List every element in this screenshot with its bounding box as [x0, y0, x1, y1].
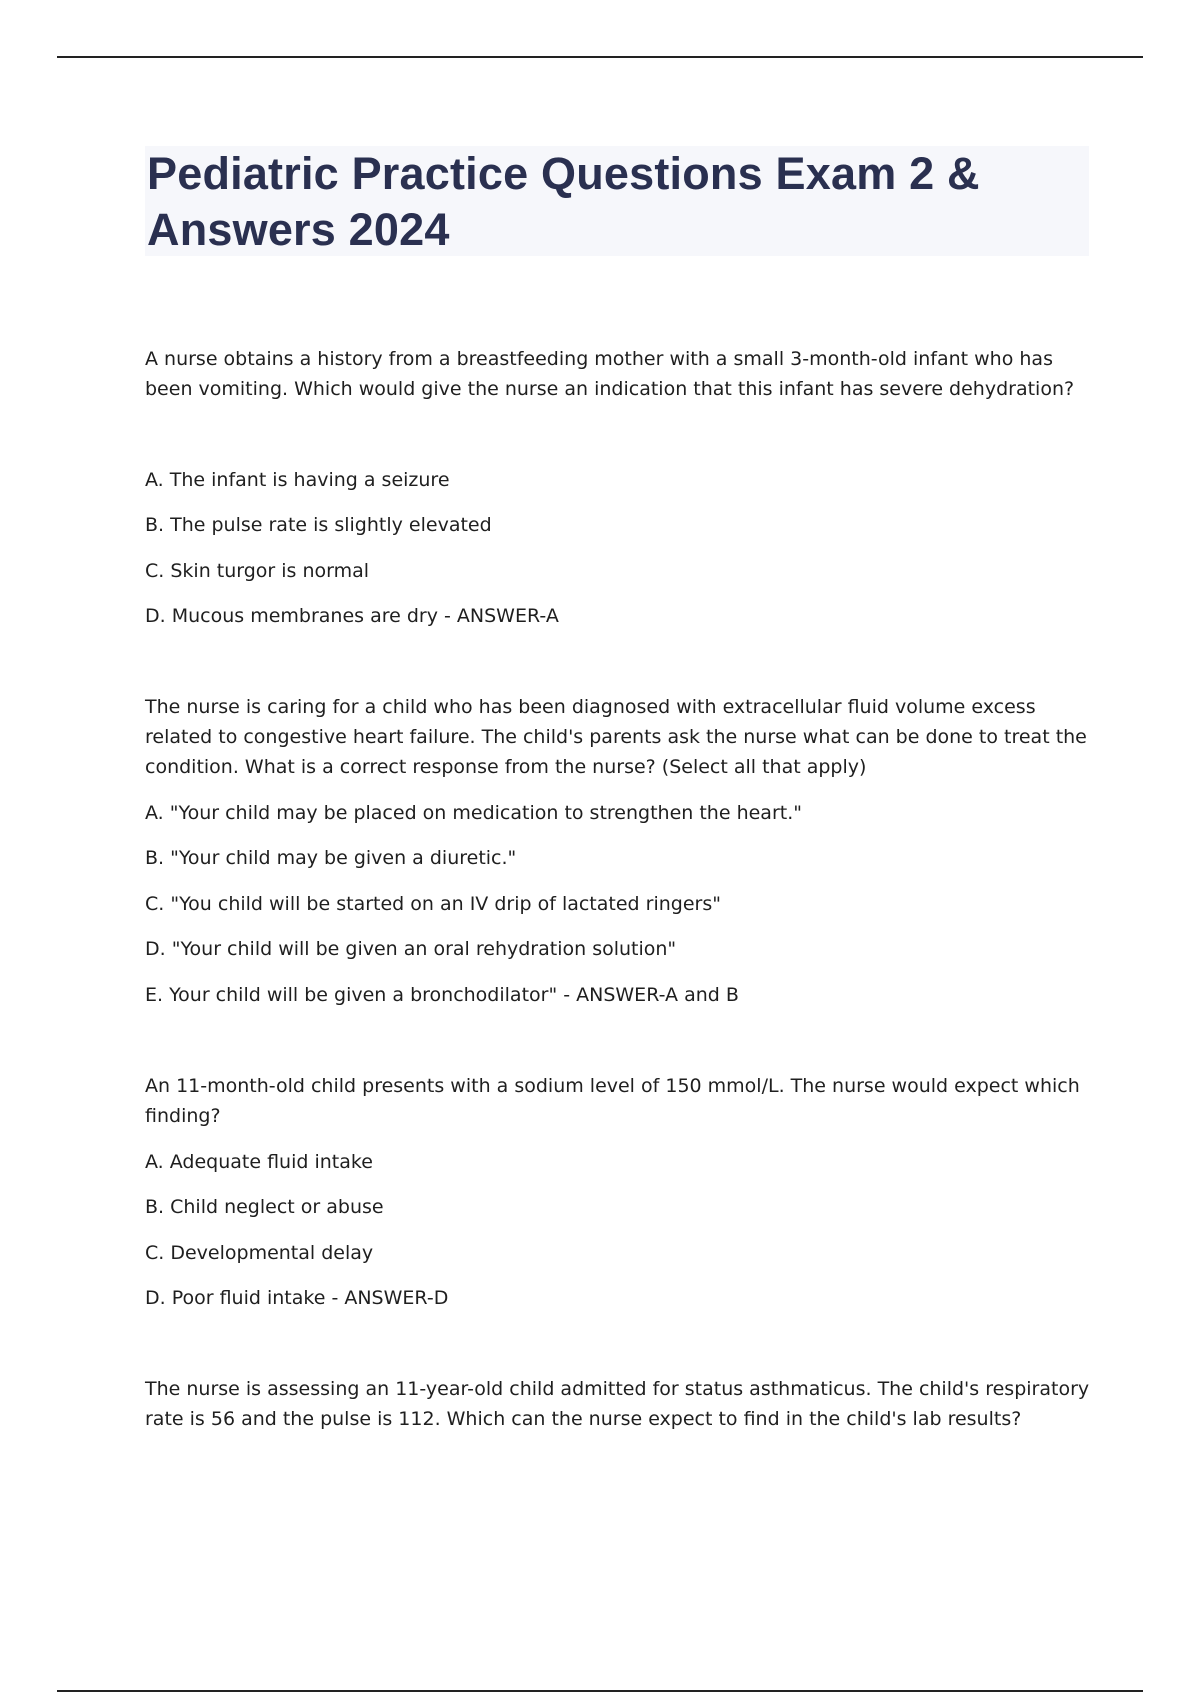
answer-option: B. Child neglect or abuse — [145, 1196, 384, 1218]
question-block — [145, 1374, 1095, 1434]
answer-option: B. "Your child may be given a diuretic." — [145, 847, 517, 869]
header-rule — [57, 56, 1143, 58]
footer-rule — [57, 1690, 1143, 1692]
question-block — [145, 344, 1095, 631]
answer-option: E. Your child will be given a bronchodilator" - ANSWER-A and B — [145, 984, 739, 1006]
question-stem: An 11-month-old child presents with a sodium level of 150 mmol/L. The nurse would expect which finding? — [145, 1075, 1080, 1127]
answer-option: C. "You child will be started on an IV drip of lactated ringers" — [145, 893, 721, 915]
question-block — [145, 1071, 1095, 1313]
answer-option: C. Skin turgor is normal — [145, 560, 370, 582]
title-banner — [145, 146, 1089, 256]
answer-option: C. Developmental delay — [145, 1242, 374, 1264]
answer-option: A. The infant is having a seizure — [145, 469, 450, 491]
document-title: Pediatric Practice Questions Exam 2 & Answers 2024 — [147, 148, 980, 255]
questions-section — [145, 344, 1095, 1434]
answer-option: B. The pulse rate is slightly elevated — [145, 514, 492, 536]
answer-option: D. Mucous membranes are dry - ANSWER-A — [145, 605, 559, 627]
question-stem: The nurse is assessing an 11-year-old child admitted for status asthmaticus. The child's respiratory rate is 56 and the pulse is 112. Which can the nurse expect to find in the child's lab results? — [145, 1378, 1090, 1430]
answer-option: A. "Your child may be placed on medication to strengthen the heart." — [145, 802, 802, 824]
answer-option: D. Poor fluid intake - ANSWER-D — [145, 1287, 449, 1309]
answer-option: A. Adequate fluid intake — [145, 1151, 373, 1173]
question-stem: A nurse obtains a history from a breastfeeding mother with a small 3-month-old infant who has been vomiting. Which would give the nurse an indication that this infant has severe dehydration? — [145, 348, 1075, 400]
question-stem: The nurse is caring for a child who has been diagnosed with extracellular fluid volume excess related to congestive heart failure. The child's parents ask the nurse what can be done to treat the condition. What is a correct response from the nurse? (Select all that apply) — [145, 696, 1087, 778]
answer-option: D. "Your child will be given an oral rehydration solution" — [145, 938, 677, 960]
question-block — [145, 692, 1095, 1010]
